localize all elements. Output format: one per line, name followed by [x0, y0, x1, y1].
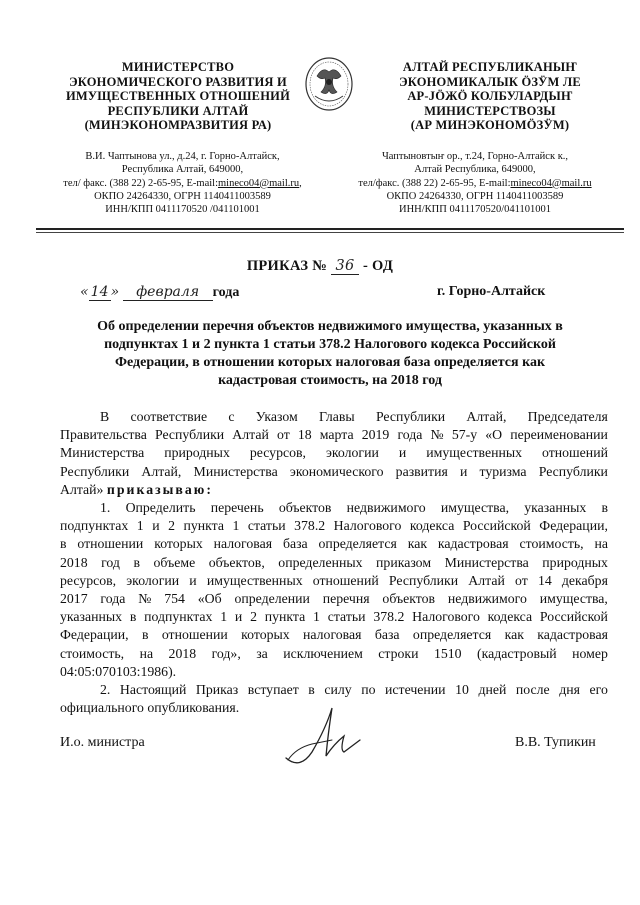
word: стоимость,	[519, 536, 584, 552]
word: определенных	[278, 554, 363, 570]
document-title	[70, 318, 590, 390]
word: недвижимого	[447, 591, 527, 607]
word: Настоящий	[119, 682, 187, 698]
document-body	[60, 408, 608, 717]
word: определении	[234, 591, 310, 607]
word: года	[397, 427, 423, 443]
body-line: официального опубликования.	[60, 700, 240, 716]
word: Алтай,	[141, 463, 182, 479]
header-divider	[36, 228, 624, 230]
word: которых	[154, 536, 203, 552]
word: соответствие	[130, 409, 208, 424]
word: которых	[241, 627, 290, 643]
word: 2018	[60, 554, 88, 570]
word: подпунктах	[144, 609, 213, 625]
word: 1.	[100, 500, 111, 516]
word: Республики	[388, 572, 459, 588]
word: 2019	[361, 427, 390, 443]
address-line: ОКПО 24264330, ОГРН 1140411003589	[94, 190, 271, 202]
body-line	[60, 626, 608, 644]
word: налоговая	[303, 627, 362, 643]
word: 1	[232, 518, 240, 534]
word: приказом	[376, 554, 432, 570]
word: объектов,	[208, 554, 265, 570]
word: Указом	[255, 409, 298, 424]
word: марта	[319, 427, 354, 443]
word: на	[139, 645, 154, 661]
body-line	[60, 645, 608, 663]
word: 2.	[100, 682, 111, 698]
word: природных	[542, 554, 608, 570]
word: отношении	[161, 627, 228, 643]
word: и	[234, 609, 243, 625]
word: 14	[537, 572, 552, 588]
word: природных	[164, 445, 230, 461]
word: имущества,	[440, 500, 510, 516]
word: кадастровая	[437, 536, 509, 552]
word: объектов	[382, 591, 436, 607]
word: экологии	[126, 572, 180, 588]
body-line	[60, 681, 608, 699]
body-line: 04:05:070103:1986).	[60, 663, 177, 679]
word: и	[398, 445, 407, 461]
word: как	[407, 536, 428, 552]
title-line: Федерации, в отношении которых налоговая база определяется как	[114, 355, 546, 370]
address-contact-line	[40, 177, 325, 190]
body-line	[60, 590, 608, 608]
body-line	[60, 517, 608, 535]
word: Министерства	[60, 445, 145, 461]
word: Федерации,	[60, 627, 129, 643]
address-contact-line	[330, 177, 620, 190]
order-verb: приказываю:	[106, 481, 213, 497]
header-right-line: (АР МИНЭКОНОМӦЗӰМ)	[410, 118, 570, 132]
word: в	[308, 682, 315, 698]
intro-last-text: Алтай»	[60, 481, 104, 497]
word: Республики	[375, 409, 446, 424]
date-open-quote: «	[80, 284, 89, 300]
word: пункта	[183, 518, 224, 534]
city: г. Горно-Алтайск	[437, 284, 546, 299]
word: (кадастровый	[477, 645, 557, 661]
word: 378.2	[373, 609, 405, 625]
word: база	[282, 536, 308, 552]
email-link[interactable]: mineco04@mail.ru	[510, 177, 592, 189]
word: статьи	[247, 518, 286, 534]
word: «Об	[197, 591, 222, 607]
word: строки	[378, 645, 419, 661]
header-right-line: АЛТАЙ РЕСПУБЛИКАНЫҤ	[402, 60, 578, 74]
word: пункта	[264, 609, 306, 625]
address-punct: ,	[299, 177, 302, 189]
word: Республики	[538, 463, 608, 479]
word: 1	[136, 518, 144, 534]
word: и	[459, 463, 468, 479]
date-year-word: года	[212, 285, 240, 300]
word: истечении	[385, 682, 446, 698]
word: после	[515, 682, 550, 698]
header-right-line: АР-ЈӦЖӦ КОЛБУЛАРДЫҤ	[407, 89, 573, 103]
phone-fax-text: тел/ факс. (388 22) 2-65-95, E-mail:	[63, 177, 218, 189]
word: №	[138, 591, 152, 607]
date-month: февраля	[123, 284, 213, 301]
word: экономического	[289, 463, 384, 479]
word: от	[276, 427, 290, 443]
word: кодекса	[487, 609, 533, 625]
word: 2017	[60, 591, 88, 607]
word: 57-у	[451, 427, 478, 443]
word: отношений	[542, 445, 608, 461]
word: 2	[250, 609, 257, 625]
address-left	[40, 150, 325, 216]
body-line	[60, 499, 608, 517]
address-line: В.И. Чаптынова ул., д.24, г. Горно-Алтайск,	[85, 151, 280, 162]
handwritten-signature	[282, 700, 364, 772]
word: отношений	[312, 572, 379, 588]
signatory-name: В.В. Тупикин	[515, 735, 596, 750]
word: недвижимого	[346, 500, 426, 516]
word: год	[101, 554, 120, 570]
word: в	[601, 500, 608, 516]
header-right-line: ЭКОНОМИКАЛЫК ӦЗӰМ ЛЕ	[399, 74, 581, 89]
order-suffix: - ОД	[362, 258, 394, 274]
word: Определить	[125, 500, 196, 516]
word: 10	[455, 682, 469, 698]
word: год»,	[211, 645, 241, 661]
word: от	[515, 572, 528, 588]
word: Налогового	[412, 609, 480, 625]
title-line: кадастровая стоимость, на 2018 год	[218, 373, 442, 388]
word: ресурсов,	[249, 445, 306, 461]
header-left-org	[48, 60, 308, 133]
word: 1510	[433, 645, 462, 661]
word: 2	[168, 518, 175, 534]
word: Министерства	[193, 463, 278, 479]
header-left-line: ЭКОНОМИЧЕСКОГО РАЗВИТИЯ И	[69, 74, 287, 89]
word: налоговая	[213, 536, 273, 552]
word: как	[504, 627, 524, 643]
body-line	[60, 608, 608, 626]
phone-fax-text: тел/факс. (388 22) 2-65-95, E-mail:	[358, 177, 511, 189]
word: Российской	[539, 609, 608, 625]
word: в	[60, 536, 67, 552]
word: и	[152, 518, 160, 534]
word: Министерства	[444, 554, 529, 570]
word: и	[189, 572, 197, 588]
word: №	[430, 427, 444, 443]
body-line	[60, 572, 608, 590]
word: стоимость,	[60, 645, 125, 661]
word: туризма	[479, 463, 527, 479]
word: развития	[395, 463, 448, 479]
word: силу	[324, 682, 352, 698]
address-line: Республика Алтай, 649000,	[121, 164, 244, 176]
word: отношении	[77, 536, 144, 552]
word: номер	[572, 645, 608, 661]
word: декабря	[561, 572, 608, 588]
address-line: Алтай Республика, 649000,	[414, 164, 536, 176]
word: «О	[485, 427, 503, 443]
word: база	[374, 627, 400, 643]
word: Алтай	[232, 427, 269, 443]
word: Алтай	[468, 572, 505, 588]
title-line: подпунктах 1 и 2 пункта 1 статьи 378.2 Налогового кодекса Российской	[104, 337, 556, 352]
word: Председателя	[527, 409, 608, 424]
word: с	[228, 409, 235, 424]
header-divider-thin	[36, 232, 624, 233]
word: 754	[164, 591, 185, 607]
word: 18	[297, 427, 312, 443]
word: Приказ	[195, 682, 239, 698]
word: за	[256, 645, 268, 661]
signatory-position: И.о. министра	[60, 735, 145, 750]
word: определяется	[412, 627, 492, 643]
word: перечня	[322, 591, 370, 607]
word: объектов	[278, 500, 332, 516]
word: его	[589, 682, 608, 698]
order-label: ПРИКАЗ №	[246, 258, 328, 274]
body-line	[60, 463, 608, 481]
date-day: 14	[89, 284, 111, 301]
header-left-line: (МИНЭКОНОМРАЗВИТИЯ РА)	[84, 118, 272, 132]
word: экологии	[325, 445, 379, 461]
title-line: Об определении перечня объектов недвижимого имущества, указанных в	[97, 319, 563, 334]
word: дней	[478, 682, 507, 698]
word: Правительства	[60, 427, 147, 443]
address-right	[330, 150, 620, 216]
body-line	[60, 408, 608, 426]
word: Главы	[318, 409, 355, 424]
word: исключением	[283, 645, 363, 661]
body-line	[60, 481, 608, 499]
body-line	[60, 444, 608, 462]
word: Республики	[154, 427, 225, 443]
word: Российской	[462, 518, 531, 534]
address-line: Чаптыновтыҥ ор., т.24, Горно-Алтайск к.,	[381, 151, 569, 162]
order-heading	[0, 258, 640, 275]
word: года	[100, 591, 126, 607]
word: ресурсов,	[60, 572, 117, 588]
header-left-line: МИНИСТЕРСТВО	[121, 60, 235, 74]
order-number: 36	[331, 258, 359, 275]
word: имущественных	[426, 445, 523, 461]
word: в	[133, 554, 140, 570]
word: указанных	[524, 500, 587, 516]
word: Алтай,	[466, 409, 507, 424]
word: кадастровая	[537, 627, 608, 643]
word: дня	[559, 682, 580, 698]
word: в	[141, 627, 149, 643]
word: вступает	[247, 682, 299, 698]
body-line	[60, 535, 608, 553]
word: В	[100, 409, 110, 424]
header-left-line: РЕСПУБЛИКИ АЛТАЙ	[107, 103, 249, 118]
coat-of-arms-emblem-icon	[303, 56, 355, 112]
order-date	[80, 284, 300, 301]
word: имущества,	[539, 591, 608, 607]
word: 1	[313, 609, 320, 625]
word: перечень	[210, 500, 264, 516]
header-left-line: ИМУЩЕСТВЕННЫХ ОТНОШЕНИЙ	[65, 89, 290, 103]
word: кодекса	[409, 518, 455, 534]
word: указанных	[60, 609, 123, 625]
word: 2018	[168, 645, 197, 661]
word: переименовании	[510, 427, 608, 443]
word: Федерации,	[539, 518, 608, 534]
header-right-org	[355, 60, 625, 133]
word: Республики	[60, 463, 130, 479]
body-line	[60, 426, 608, 444]
word: Налогового	[333, 518, 402, 534]
email-link[interactable]: mineco04@mail.ru	[218, 177, 300, 189]
body-line	[60, 554, 608, 572]
word: статьи	[327, 609, 366, 625]
word: подпунктах	[60, 518, 129, 534]
word: в	[129, 609, 137, 625]
header-right-line: МИНИСТЕРСТВОЗЫ	[424, 103, 556, 118]
word: 378.2	[294, 518, 326, 534]
word: 1	[220, 609, 228, 625]
word: определяется	[318, 536, 397, 552]
word: имущественных	[206, 572, 303, 588]
word: по	[361, 682, 376, 698]
address-line: ИНН/КПП 0411170520 /041101001	[105, 204, 260, 216]
word: на	[594, 536, 608, 552]
address-line: ОКПО 24264330, ОГРН 1140411003589	[386, 190, 564, 202]
date-close-quote: »	[110, 284, 120, 300]
address-line: ИНН/КПП 0411170520/041101001	[399, 204, 551, 216]
word: объеме	[153, 554, 196, 570]
